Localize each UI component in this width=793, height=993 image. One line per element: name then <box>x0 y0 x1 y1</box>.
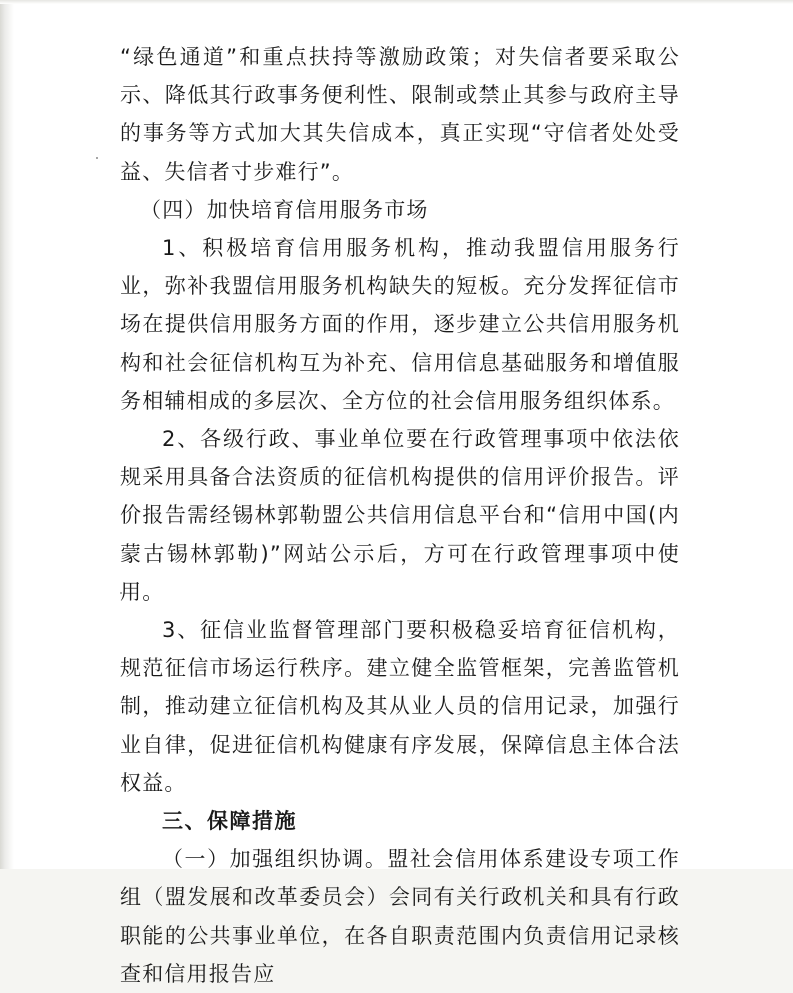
scan-top-edge <box>0 0 793 4</box>
paragraph-safeguard-item-1: （一）加强组织协调。盟社会信用体系建设专项工作组（盟发展和改革委员会）会同有关行政机关和具有行政职能的公共事业单位，在各自职责范围内负责信用记录核查和信用报告应 <box>120 847 680 986</box>
scan-left-edge <box>0 0 14 869</box>
scan-speck <box>96 157 98 159</box>
paragraph-item-1: 1、积极培育信用服务机构，推动我盟信用服务行业，弥补我盟信用服务机构缺失的短板。充分发挥征信市场在提供信用服务方面的作用，逐步建立公共信用服务机构和社会征信机构互为补充、信用信息基础服务和增值服务相辅相成的多层次、全方位的社会信用服务组织体系。 <box>120 236 680 413</box>
paragraph-item-3: 3、征信业监督管理部门要积极稳妥培育征信机构，规范征信市场运行秩序。建立健全监管框架，完善监管机制，推动建立征信机构及其从业人员的信用记录，加强行业自律，促进征信机构健康有序发展，保障信息主体合法权益。 <box>120 618 680 795</box>
subheading-cultivate-credit-market: （四）加快培育信用服务市场 <box>140 197 429 222</box>
section-heading-safeguards: 三、保障措施 <box>162 809 297 834</box>
paragraph-continuation: “绿色通道”和重点扶持等激励政策；对失信者要采取公示、降低其行政事务便利性、限制或禁止其参与政府主导的事务等方式加大其失信成本，真正实现“守信者处处受益、失信者寸步难行”。 <box>120 45 680 184</box>
paragraph-item-2: 2、各级行政、事业单位要在行政管理事项中依法依规采用具备合法资质的征信机构提供的信用评价报告。评价报告需经锡林郭勒盟公共信用信息平台和“信用中国(内蒙古锡林郭勒)”网站公示后，方可在行政管理事项中使用。 <box>120 427 680 604</box>
document-body <box>120 38 680 993</box>
